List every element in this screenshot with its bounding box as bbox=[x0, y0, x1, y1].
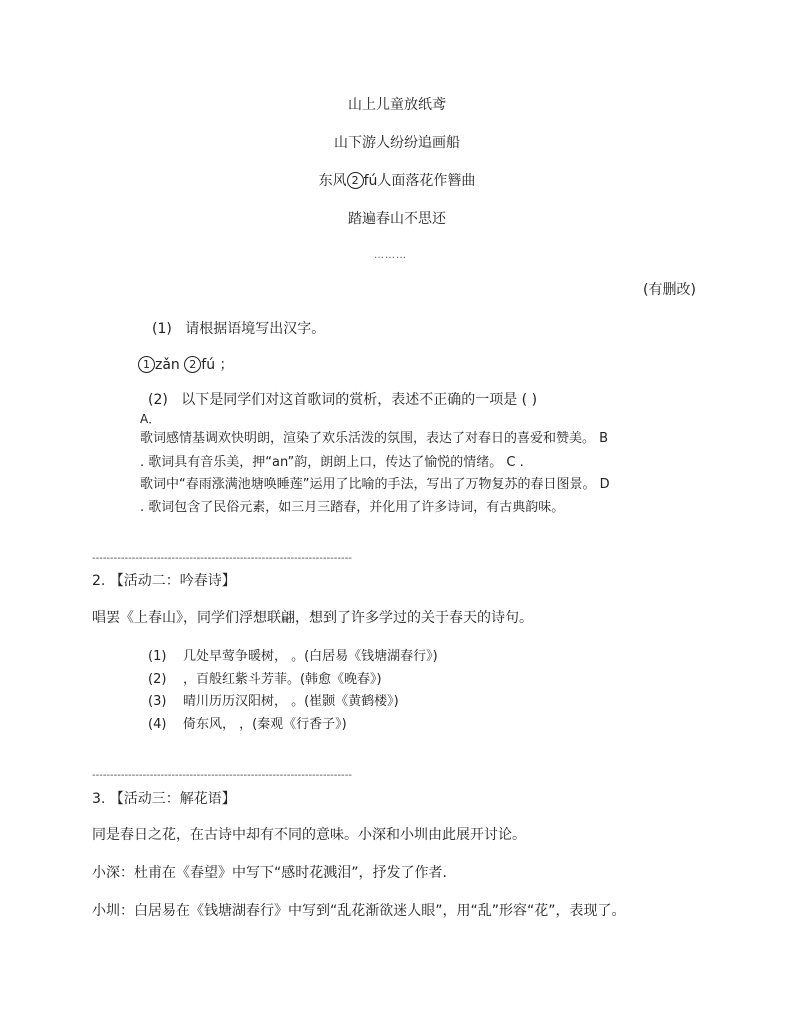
q2-option-line-3: 歌词中“春雨涨满池塘唤睡莲”运用了比喻的手法，写出了万物复苏的春日图景。 D bbox=[140, 477, 610, 492]
item-number: (2) bbox=[148, 672, 167, 687]
xiaoshen-statement: 小深：杜甫在《春望》中写下“感时花溅泪”，抒发了作者. bbox=[92, 865, 447, 881]
q1-text: 请根据语境写出汉字。 bbox=[185, 321, 326, 337]
list-item bbox=[148, 645, 438, 664]
poem-line-3 bbox=[0, 170, 794, 190]
circled-number: 2 bbox=[184, 356, 201, 373]
source-note: (有删改) bbox=[643, 282, 696, 298]
ellipsis-dots: ……… bbox=[374, 250, 407, 261]
activity-2-heading: 2. 【活动二：吟春诗】 bbox=[92, 573, 236, 589]
item-number: (4) bbox=[148, 717, 167, 732]
list-item bbox=[148, 690, 399, 709]
item-text: 晴川历历汉阳树， 。(崔颢《黄鹤楼》) bbox=[182, 694, 399, 709]
q1-answers bbox=[138, 354, 234, 374]
poem-line-3-prefix: 东风 bbox=[318, 173, 347, 189]
item-number: (3) bbox=[148, 694, 167, 709]
poem-line-2: 山下游人纷纷追画船 bbox=[334, 135, 460, 151]
poem-line-1: 山上儿童放纸鸢 bbox=[348, 97, 446, 113]
circled-number: 1 bbox=[138, 356, 155, 373]
poem-line-3-suffix: fú人面落花作簪曲 bbox=[363, 173, 476, 189]
q2-text: 以下是同学们对这首歌词的赏析，表述不正确的一项是 ( ) bbox=[181, 392, 538, 408]
q1-answer-2: fú ； bbox=[201, 357, 234, 373]
q2-stem bbox=[148, 389, 537, 409]
q2-option-line-1: 歌词感情基调欢快明朗，渲染了欢乐活泼的氛围，表达了对春日的喜爱和赞美。 B bbox=[140, 431, 609, 446]
q2-number: (2) bbox=[148, 392, 168, 408]
activity-3-intro: 同是春日之花，在古诗中却有不同的意味。小深和小圳由此展开讨论。 bbox=[92, 827, 526, 843]
q1-number: (1) bbox=[152, 321, 172, 337]
item-text: 倚东风， ，(秦观《行香子》) bbox=[182, 717, 347, 732]
activity-2-intro: 唱罢《上春山》，同学们浮想联翩，想到了许多学过的关于春天的诗句。 bbox=[92, 610, 533, 626]
activity-3-heading: 3. 【活动三：解花语】 bbox=[92, 791, 236, 807]
xiaozhen-statement: 小圳：白居易在《钱塘湖春行》中写到“乱花渐欲迷人眼”，用“乱”形容“花”，表现了。 bbox=[92, 903, 626, 919]
q2-option-line-2: . 歌词具有音乐美，押“an”韵，朗朗上口，传达了愉悦的情绪。 C . bbox=[140, 455, 524, 470]
section-divider: ------------------------------------------------------------------------ bbox=[92, 770, 352, 781]
item-text: 几处早莺争暖树， 。(白居易《钱塘湖春行》) bbox=[182, 649, 438, 664]
list-item bbox=[148, 713, 347, 732]
q1-stem bbox=[152, 318, 325, 338]
item-text: ，百般红紫斗芳菲。(韩愈《晚春》) bbox=[182, 672, 382, 687]
q2-option-line-4: . 歌词包含了民俗元素，如三月三踏春，并化用了许多诗词，有古典韵味。 bbox=[140, 500, 565, 515]
list-item bbox=[148, 668, 382, 687]
circled-number: 2 bbox=[347, 172, 364, 189]
poem-line-4: 踏遍春山不思还 bbox=[348, 211, 446, 227]
q2-option-a-label: A． bbox=[140, 412, 161, 426]
item-number: (1) bbox=[148, 649, 167, 664]
q1-answer-1: zǎn bbox=[155, 357, 180, 373]
section-divider: ------------------------------------------------------------------------ bbox=[92, 553, 352, 564]
